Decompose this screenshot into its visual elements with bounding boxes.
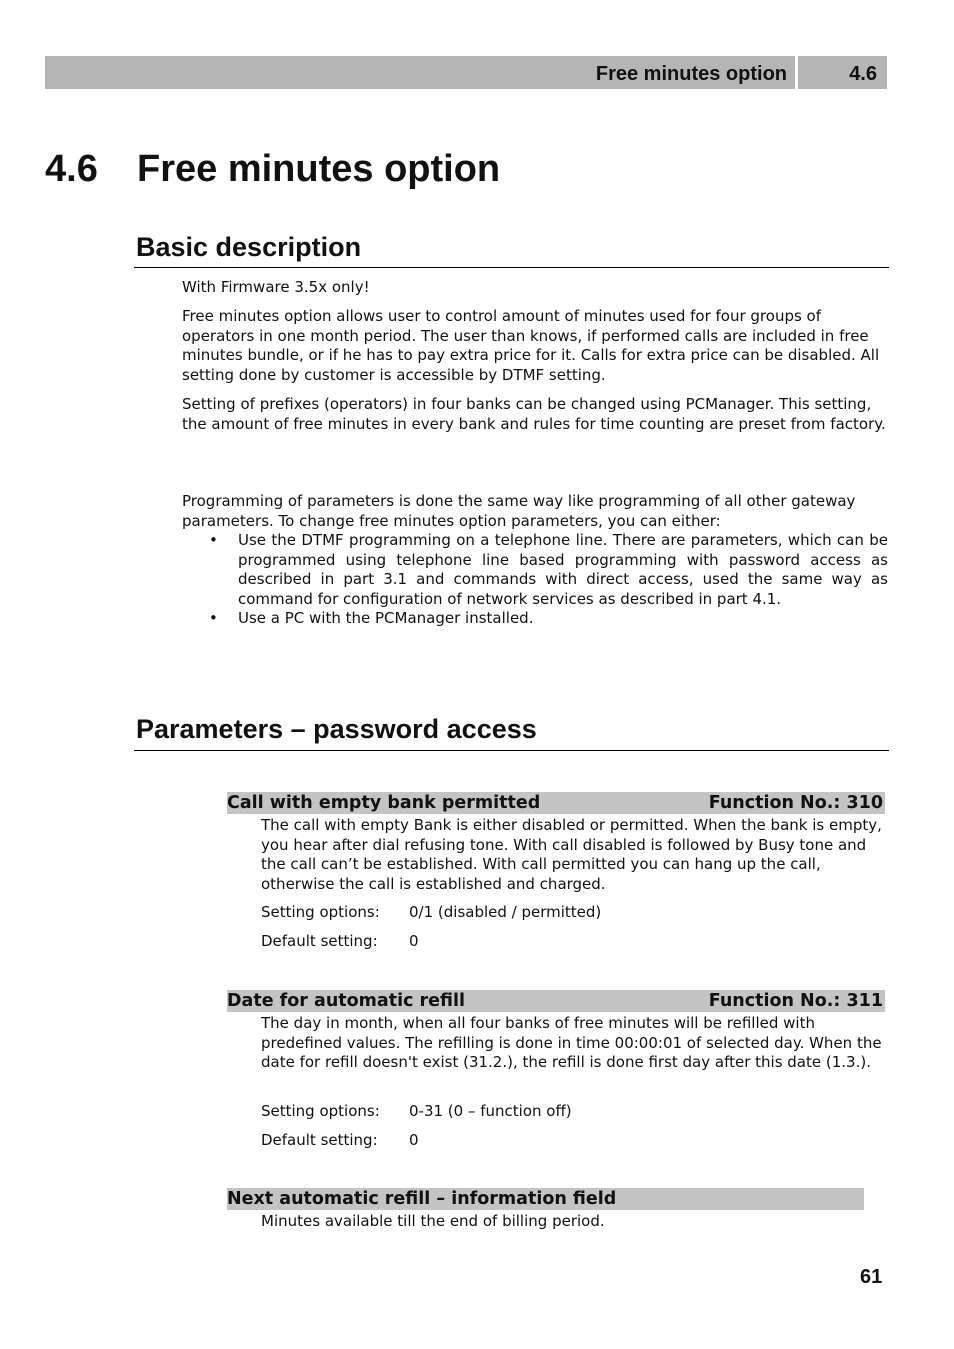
setting-options-value: 0-31 (0 – function off) — [409, 1102, 572, 1120]
function-311-default-setting — [261, 1131, 419, 1149]
default-setting-label: Default setting: — [261, 1131, 378, 1149]
running-header-section-box — [798, 56, 887, 89]
page-number: 61 — [860, 1266, 883, 1288]
firmware-note: With Firmware 3.5x only! — [182, 278, 370, 296]
default-setting-label: Default setting: — [261, 932, 378, 950]
basic-paragraph-3: Programming of parameters is done the same way like programming of all other gateway parameters. To change free minutes option parameters, you can either: — [182, 492, 856, 530]
parameters-heading: Parameters – password access — [136, 714, 537, 744]
function-311-description: The day in month, when all four banks of free minutes will be refilled with predefined values. The refilling is done in time 00:00:01 of selected day. When the date for refill doesn't exist (31.2.), the refill is done first day after this date (1.3.). — [261, 1014, 882, 1071]
setting-options-label: Setting options: — [261, 903, 380, 921]
basic-description-heading: Basic description — [136, 232, 362, 262]
basic-description-rule — [134, 267, 889, 268]
function-311-title-bar — [227, 990, 885, 1012]
programming-options-list — [182, 531, 888, 629]
function-310-title-bar — [227, 792, 885, 814]
list-item-text: Use the DTMF programming on a telephone line. There are parameters, which can be programmed using telephone line based programming with password access as described in part 3.1 and commands with direct access, used the same way as command for configuration of network services as described in part 4.1. — [238, 531, 888, 608]
function-310-setting-options — [261, 903, 601, 921]
default-setting-value: 0 — [409, 932, 419, 950]
chapter-number: 4.6 — [45, 148, 98, 190]
next-refill-description: Minutes available till the end of billing period. — [261, 1212, 605, 1230]
function-310-name: Call with empty bank permitted — [227, 793, 541, 813]
setting-options-value: 0/1 (disabled / permitted) — [409, 903, 602, 921]
list-item — [182, 531, 888, 609]
function-310-number: Function No.: 310 — [708, 793, 883, 813]
function-311-name: Date for automatic refill — [227, 991, 466, 1011]
function-311-setting-options — [261, 1102, 572, 1120]
running-header-bar — [45, 56, 795, 89]
bullet-icon: • — [209, 609, 218, 627]
list-item — [182, 609, 888, 629]
parameters-rule — [134, 750, 889, 751]
basic-paragraph-1: Free minutes option allows user to control amount of minutes used for four groups of operators in one month period. The user than knows, if performed calls are included in free minutes bundle, or if he has to pay extra price for it. Calls for extra price can be disabled. All setting done by customer is accessible by DTMF setting. — [182, 307, 880, 384]
next-refill-name: Next automatic refill – information field — [227, 1189, 617, 1209]
running-header-title: Free minutes option — [595, 63, 787, 85]
list-item-text: Use a PC with the PCManager installed. — [238, 609, 534, 627]
bullet-icon: • — [209, 531, 218, 549]
default-setting-value: 0 — [409, 1131, 419, 1149]
function-311-number: Function No.: 311 — [708, 991, 883, 1011]
basic-paragraph-2: Setting of prefixes (operators) in four banks can be changed using PCManager. This setting, the amount of free minutes in every bank and rules for time counting are preset from factory. — [182, 395, 886, 433]
setting-options-label: Setting options: — [261, 1102, 380, 1120]
chapter-heading — [45, 148, 500, 191]
next-refill-title-bar — [227, 1188, 864, 1210]
running-header-section: 4.6 — [849, 63, 877, 85]
chapter-title: Free minutes option — [137, 148, 501, 190]
function-310-description: The call with empty Bank is either disabled or permitted. When the bank is empty, you hear after dial refusing tone. With call disabled is followed by Busy tone and the call can’t be established. With call permitted you can hang up the call, otherwise the call is established and charged. — [261, 816, 882, 893]
function-310-default-setting — [261, 932, 419, 950]
